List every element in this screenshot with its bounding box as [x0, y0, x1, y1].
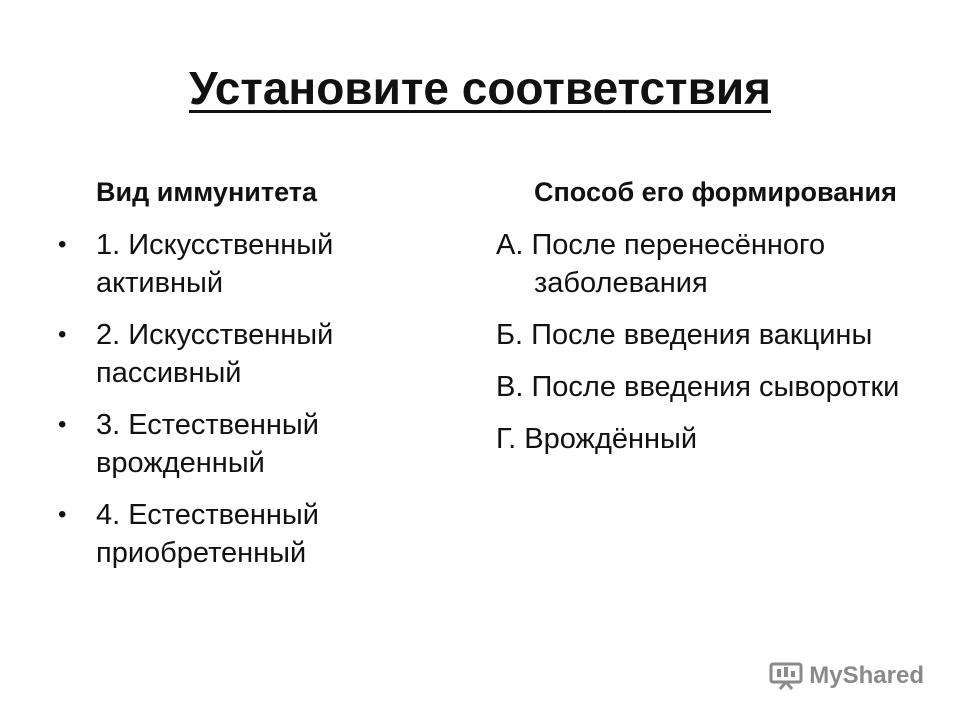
bullet-icon: • — [58, 501, 67, 528]
list-item-text: 3. Естественный врожденный — [96, 409, 319, 479]
formation-methods-column — [496, 172, 916, 458]
list-item — [58, 226, 418, 302]
list-item-text: 2. Искусственный пассивный — [96, 319, 334, 389]
slide-title-text: Установите соответствия — [189, 62, 771, 114]
bullet-icon: • — [58, 411, 67, 438]
list-item: А. После перенесённого заболевания — [496, 229, 826, 299]
list-item — [58, 316, 418, 392]
list-item-text: 4. Естественный приобретенный — [96, 499, 319, 569]
bullet-icon: • — [58, 321, 67, 348]
slide-title — [0, 58, 960, 118]
myshared-watermark — [769, 662, 924, 690]
list-item — [58, 406, 418, 482]
formation-methods-heading: Способ его формирования — [534, 177, 897, 207]
list-item: Г. Врождённый — [496, 423, 698, 455]
presentation-screen-icon — [769, 662, 803, 690]
list-item: Б. После введения вакцины — [496, 319, 873, 351]
list-item — [58, 496, 418, 572]
list-item: В. После введения сыворотки — [496, 371, 900, 403]
watermark-text: MyShared — [809, 662, 924, 689]
list-item-text: 1. Искусственный активный — [96, 229, 334, 299]
immunity-types-column — [58, 172, 418, 572]
immunity-types-heading: Вид иммунитета — [96, 177, 317, 207]
bullet-icon: • — [58, 231, 67, 258]
